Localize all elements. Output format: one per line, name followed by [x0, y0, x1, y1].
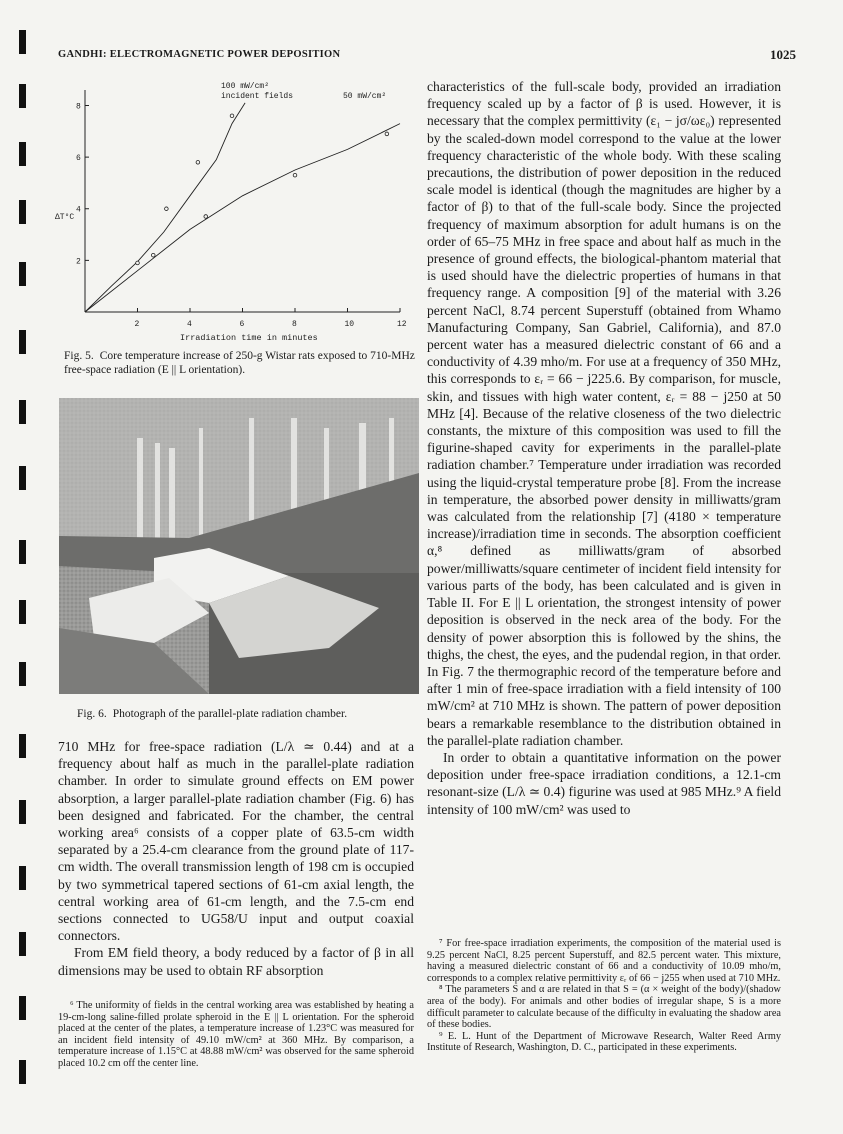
footnote-9: ⁹ E. L. Hunt of the Department of Microwave Research, Walter Reed Army Institute of Research, Washington, D. C., participated in these experiments.	[427, 1030, 781, 1054]
figure-6-photo	[59, 398, 419, 694]
right-footnotes	[427, 938, 781, 1054]
scan-margin-bar	[19, 400, 26, 424]
scan-margin-bar	[19, 1060, 26, 1084]
scan-margin-bar	[19, 142, 26, 166]
scan-margin-bar	[19, 30, 26, 54]
x-tick-label: 6	[239, 320, 245, 329]
x-tick-label: 2	[134, 320, 140, 329]
x-tick-label: 12	[397, 320, 407, 329]
data-point	[165, 207, 169, 211]
figure-6-caption	[77, 707, 422, 721]
left-footnotes	[58, 1000, 414, 1070]
scan-margin-bar	[19, 330, 26, 354]
footnote-7: ⁷ For free-space irradiation experiments, the composition of the material used is 9.25 percent NaCl, 8.25 percent Superstuff, and 82.5 percent water. This mixture, having a measured dielectric constant of 66 and a conductivity of 10.09 mho/m, corresponds to a complex relative permittivity εᵣ of 66 − j255 when used at 710 MHz.	[427, 938, 781, 984]
y-tick-label: 6	[76, 154, 81, 164]
x-tick-labels	[135, 308, 407, 329]
series-curve-2	[85, 124, 400, 312]
scan-margin-bar	[19, 540, 26, 564]
figure-6-caption-label: Fig. 6.	[77, 708, 107, 720]
scan-margin-bar	[19, 662, 26, 686]
figure-6-caption-text: Photograph of the parallel-plate radiation chamber.	[112, 708, 348, 720]
data-point	[204, 215, 208, 219]
paragraph: characteristics of the full-scale body, provided an irradiation frequency scaled up by a factor of β is used. However, it is necessary that the complex permittivity (ε₁ − jσ/ωε₀) represented by the scaled-down model correspond to the value at the lower frequency characteristic of the whole body. With these scaling precautions, the distribution of power deposition in the reduced scale model is identical (though the magnitudes are higher by a factor of β) to that of the full-scale body. Since the projected frequency of maximum absorption for adult humans is on the order of 65–75 MHz in free space and about half as much in the presence of ground effects, the biological-phantom material that is used should have the dielectric properties of humans in that frequency range. A composition [9] of the material with 3.26 percent NaCl, 8.74 percent Superstuff (obtained from Whamo Manufacturing Company, San Gabriel, California), and 87.0 percent water has a measured dielectric constant of 66 and a conductivity of 4.39 mho/m. For use at a frequency of 350 MHz, this corresponds to εᵣ = 66 − j225.6. By comparison, for muscle, skin, and tissues with high water content, εᵣ = 88 − j250 at 50 MHz [4]. Because of the relative closeness of the two dielectric constants, the mixture of this composition was used to fill the figurine-shaped cavity for experiments in the parallel-plate radiation chamber.⁷ Temperature under irradiation was recorded using the liquid-crystal temperature probe [8]. From the increase in temperature, the absorbed power density in milliwatts/gram was calculated from the relationship [7] (4180 × temperature increase)/irradiation time in seconds. The absorption coefficient α,⁸ defined as milliwatts/gram of absorbed power/milliwatts/square centimeter of incident field intensity for various parts of the body, has been calculated and is given in Table II. For E || L orientation, the strongest intensity of power deposition is observed in the neck area of the body. For the density of power absorption this is followed by the shins, the thighs, the chest, the eyes, and the pudendal region, in that order. In Fig. 7 the thermographic record of the temperature before and after 1 min of free-space irradiation with a field intensity of 100 mW/cm² at 710 MHz is shown. The pattern of power deposition bears a remarkable resemblance to the distribution obtained in the parallel-plate radiation chamber.	[427, 79, 781, 748]
data-point	[151, 253, 155, 257]
data-point	[230, 114, 234, 118]
figure-5-caption-text: Core temperature increase of 250-g Wistar rats exposed to 710-MHz free-space radiation (E || L orientation).	[64, 350, 415, 376]
annotation-100mw: 100 mW/cm²	[221, 82, 270, 91]
left-column-text	[58, 738, 414, 979]
paragraph: From EM field theory, a body reduced by a factor of β in all dimensions may be used to obtain RF absorption	[58, 945, 414, 978]
x-tick-label: 4	[187, 320, 192, 329]
x-tick-label: 10	[344, 320, 355, 329]
y-tick-label: 4	[76, 205, 81, 215]
scan-margin-bar	[19, 996, 26, 1020]
scan-margin-bar	[19, 932, 26, 956]
scan-margin-bar	[19, 866, 26, 890]
x-tick-label: 8	[292, 320, 297, 329]
scan-margin-bar	[19, 466, 26, 490]
scan-margin-bar	[19, 262, 26, 286]
footnote-6: ⁶ The uniformity of fields in the central working area was established by heating a 19-cm-long saline-filled prolate spheroid in the E || L orientation. For the spheroid placed at the center of the plates, a temperature increase of 1.23°C was measured for an incident field intensity of 49.10 mW/cm² at 360 MHz. By comparison, a temperature increase of 1.15°C at 48.88 mW/cm² was observed for the same spheroid placed 10.2 cm off the center line.	[58, 1000, 414, 1069]
scan-margin-bar	[19, 800, 26, 824]
scan-margin-bar	[19, 200, 26, 224]
footnote-8: ⁸ The parameters S and α are related in that S = (α × weight of the body)/(shadow area of the body). For animals and other bodies of irregular shape, S is a more difficult parameter to calculate because of the difficulty in evaluating the shadow area of these bodies.	[427, 984, 781, 1031]
annotation-50mw: 50 mW/cm²	[343, 92, 387, 101]
running-title: GANDHI: ELECTROMAGNETIC POWER DEPOSITION	[58, 49, 341, 60]
data-point	[293, 173, 297, 177]
y-tick-label: 2	[76, 257, 81, 267]
x-axis-label: Irradiation time in minutes	[180, 333, 318, 340]
data-point	[136, 261, 140, 265]
figure-5-caption-label: Fig. 5.	[64, 350, 94, 362]
right-column-text	[427, 78, 781, 818]
scan-margin-bar	[19, 600, 26, 624]
figure-5-caption	[64, 349, 424, 377]
data-point	[385, 132, 389, 136]
paragraph: In order to obtain a quantitative information on the power deposition under free-space irradiation conditions, a 12.1-cm resonant-size (L/λ ≃ 0.4) figurine was used at 985 MHz.⁹ A field intensity of 100 mW/cm² was used to	[427, 749, 781, 817]
chart-series	[85, 103, 400, 312]
paragraph: 710 MHz for free-space radiation (L/λ ≃ 0.44) and at a frequency about half as much in the parallel-plate radiation chamber. In order to simulate ground effects on EM power absorption, a larger parallel-plate radiation chamber (Fig. 6) has been designed and fabricated. For the chamber, the central working area⁶ consists of a copper plate of 63.5-cm width separated by a 25.4-cm clearance from the ground plate of 117-cm width. The overall transmission length of 198 cm is occupied by two symmetrical tapered sections of 61-cm axial length, the central working area of 61-cm length, and the 7.5-cm end sections connected to UG58/U input and output coaxial connectors.	[58, 739, 414, 944]
page-number: 1025	[770, 47, 796, 62]
y-axis-label: ΔT°C	[55, 213, 75, 222]
y-tick-labels	[76, 102, 89, 266]
scan-margin-bar	[19, 84, 26, 108]
figure-5-chart	[55, 78, 415, 340]
scan-margin-bar	[19, 734, 26, 758]
annotation-incident-fields: incident fields	[221, 92, 294, 101]
y-tick-label: 8	[76, 102, 81, 112]
data-point	[196, 160, 200, 164]
